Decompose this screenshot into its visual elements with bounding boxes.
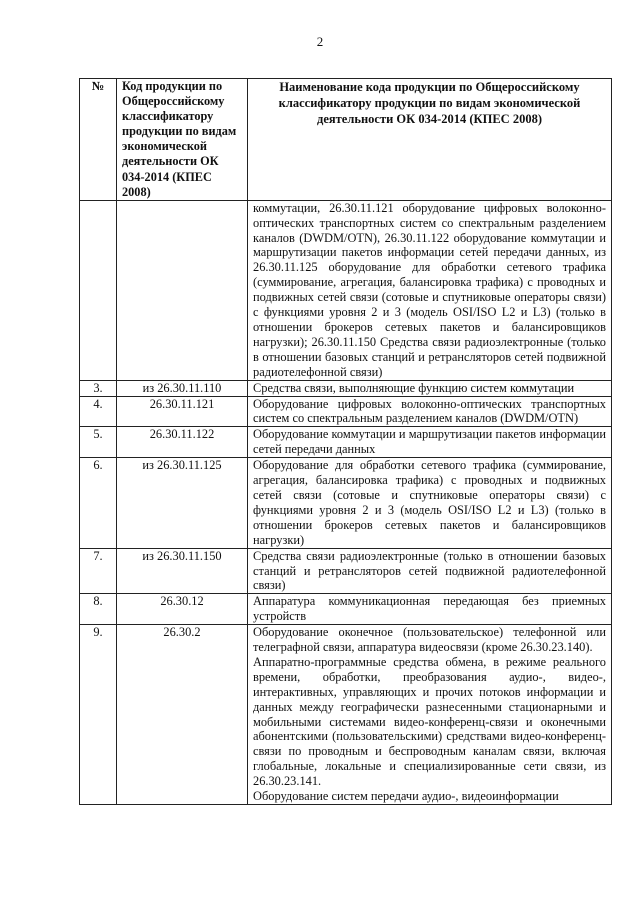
product-code-table xyxy=(79,78,612,805)
row-number: 9. xyxy=(80,625,117,805)
row-description xyxy=(248,548,612,594)
row-description xyxy=(248,427,612,458)
description-paragraph: Аппаратно-программные средства обмена, в режиме реального времени, обработки, преобразования аудио-, видео-, интерактивных, управляющих и прочих потоков информации и данных между географически разнесенными стационарными и мобильными системами видео-конференц-связи и оконечными абонентскими (пользовательскими) средствами видео-конференц-связи по проводным и беспроводным каналам связи, включая глобальные, локальные и специализированные сети связи, из 26.30.23.141. xyxy=(253,654,606,789)
table-row xyxy=(80,380,612,396)
table-row xyxy=(80,427,612,458)
description-paragraph: Оборудование для обработки сетевого трафика (суммирование, агрегация, балансировка трафика) с проводных и подвижных сетей связи (сотовые и спутниковые операторы связи) с функциями уровня 2 и 3 (модель OSI/ISO L2 и L3) (только в отношении брокеров сетевых пакетов и балансировщиков нагрузки) xyxy=(253,458,606,547)
row-number: 4. xyxy=(80,396,117,427)
row-product-code: из 26.30.11.125 xyxy=(117,458,248,548)
row-number: 3. xyxy=(80,380,117,396)
row-description xyxy=(248,625,612,805)
row-product-code: из 26.30.11.150 xyxy=(117,548,248,594)
header-name: Наименование кода продукции по Общероссийскому классификатору продукции по видам экономической деятельности ОК 034-2014 (КПЕС 2008) xyxy=(248,79,612,201)
row-description xyxy=(248,594,612,625)
row-description xyxy=(248,380,612,396)
row-description xyxy=(248,396,612,427)
row-number: 7. xyxy=(80,548,117,594)
page-number: 2 xyxy=(316,34,324,49)
row-product-code: из 26.30.11.110 xyxy=(117,380,248,396)
table-row xyxy=(80,548,612,594)
description-paragraph: Оборудование оконечное (пользовательское) телефонной или телеграфной связи, аппаратура видеосвязи (кроме 26.30.23.140). xyxy=(253,625,606,655)
row-product-code: 26.30.12 xyxy=(117,594,248,625)
description-paragraph: Аппаратура коммуникационная передающая без приемных устройств xyxy=(253,594,606,624)
header-number: № xyxy=(80,79,117,201)
table-row xyxy=(80,625,612,805)
row-description xyxy=(248,200,612,380)
description-paragraph: Оборудование цифровых волоконно-оптических транспортных систем со спектральным разделением каналов (DWDM/OTN) xyxy=(253,396,606,426)
row-product-code: 26.30.11.122 xyxy=(117,427,248,458)
row-description xyxy=(248,458,612,548)
row-product-code: 26.30.11.121 xyxy=(117,396,248,427)
row-number: 5. xyxy=(80,427,117,458)
description-paragraph: Оборудование коммутации и маршрутизации пакетов информации сетей передачи данных xyxy=(253,427,606,457)
description-paragraph: Средства связи, выполняющие функцию систем коммутации xyxy=(253,380,575,395)
table-body xyxy=(80,200,612,804)
description-paragraph: коммутации, 26.30.11.121 оборудование цифровых волоконно-оптических транспортных систем со спектральным разделением каналов (DWDM/OTN), 26.30.11.122 оборудование коммутации и маршрутизации пакетов информации сетей передачи данных, из 26.30.11.125 оборудование для обработки сетевого трафика (суммирование, агрегация, балансировка трафика) с проводных и подвижных сетей связи (сотовые и спутниковые операторы связи) с функциями уровня 2 и 3 (модель OSI/ISO L2 и L3) (только в отношении брокеров сетевых пакетов и балансировщиков нагрузки); 26.30.11.150 Средства связи радиоэлектронные (только в отношении базовых станций и ретрансляторов сетей подвижной радиотелефонной связи) xyxy=(253,200,606,379)
table-header-row xyxy=(80,79,612,201)
row-product-code xyxy=(117,200,248,380)
table-row xyxy=(80,594,612,625)
table-row xyxy=(80,396,612,427)
description-paragraph: Средства связи радиоэлектронные (только в отношении базовых станций и ретрансляторов сетей подвижной радиотелефонной связи) xyxy=(253,548,606,593)
row-number xyxy=(80,200,117,380)
header-code: Код продукции по Общероссийскому классификатору продукции по видам экономической деятельности ОК 034-2014 (КПЕС 2008) xyxy=(117,79,248,201)
row-number: 6. xyxy=(80,458,117,548)
table-row xyxy=(80,458,612,548)
row-number: 8. xyxy=(80,594,117,625)
row-product-code: 26.30.2 xyxy=(117,625,248,805)
description-paragraph: Оборудование систем передачи аудио-, видеоинформации xyxy=(253,789,559,804)
table-row xyxy=(80,200,612,380)
